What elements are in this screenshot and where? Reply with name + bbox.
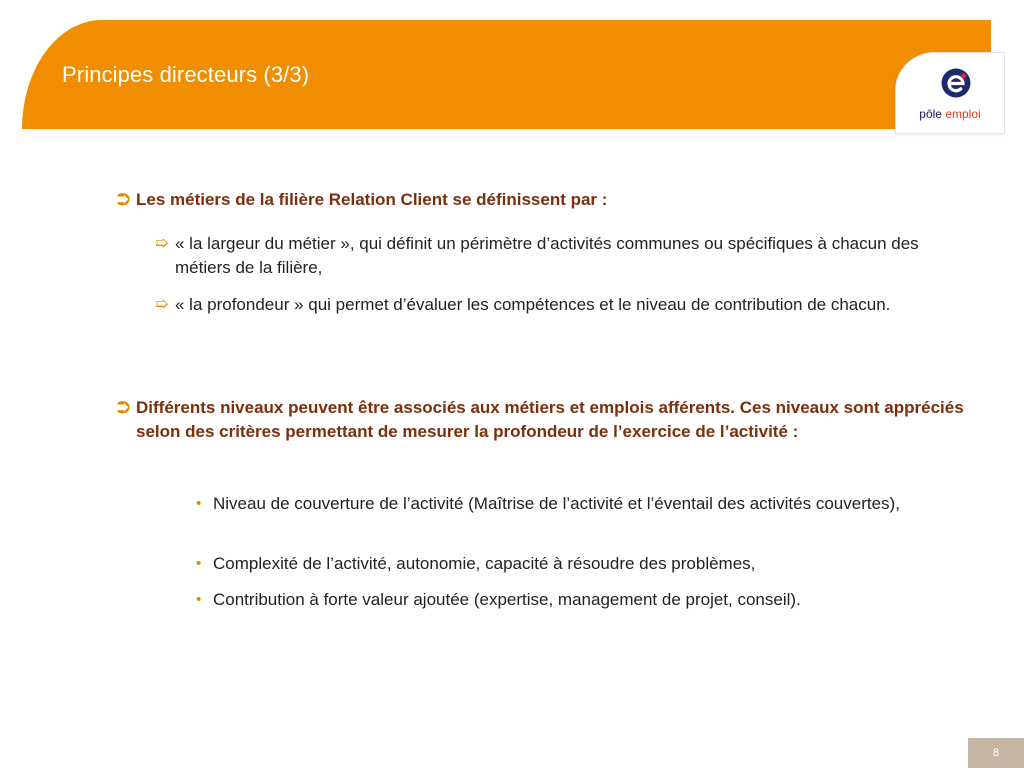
criteria-item-2-text: Complexité de l’activité, autonomie, capacité à résoudre des problèmes, (213, 554, 756, 573)
sub-arrow-bullet-icon: ➯ (155, 296, 169, 313)
slide-title: Principes directeurs (3/3) (62, 62, 310, 87)
page-number: 8 (968, 738, 1024, 768)
criteria-item-3 (196, 588, 953, 612)
criteria-item-2 (196, 552, 953, 576)
arrow-bullet-icon: ⮊ (117, 190, 130, 209)
criteria-item-1-text: Niveau de couverture de l’activité (Maîtrise de l’activité et l’éventail des activités couvertes), (213, 494, 900, 513)
criteria-item-3-text: Contribution à forte valeur ajoutée (expertise, management de projet, conseil). (213, 590, 801, 609)
main-point-2-text: Différents niveaux peuvent être associés aux métiers et emplois afférents. Ces niveaux sont appréciés selon des critères permettant de mesurer la profondeur de l’exercice de l’activité : (136, 398, 964, 441)
logo-text-pole: pôle (919, 107, 942, 121)
dot-bullet-icon: • (196, 495, 202, 512)
criteria-item-1 (196, 492, 943, 516)
sub-point-2-text: « la profondeur » qui permet d’évaluer les compétences et le niveau de contribution de chacun. (175, 295, 891, 314)
main-point-2 (117, 396, 972, 444)
sub-point-1 (155, 232, 965, 280)
arrow-bullet-icon: ⮊ (117, 398, 130, 417)
dot-bullet-icon: • (196, 591, 202, 608)
sub-point-1-text: « la largeur du métier », qui définit un périmètre d’activités communes ou spécifiques à chacun des métiers de la filière, (175, 234, 919, 277)
main-point-1-text: Les métiers de la filière Relation Client se définissent par : (136, 190, 608, 209)
dot-bullet-icon: • (196, 555, 202, 572)
sub-arrow-bullet-icon: ➯ (155, 235, 169, 252)
main-point-1 (117, 188, 956, 212)
logo-text-emploi: emploi (945, 107, 981, 121)
sub-point-2 (155, 293, 965, 317)
